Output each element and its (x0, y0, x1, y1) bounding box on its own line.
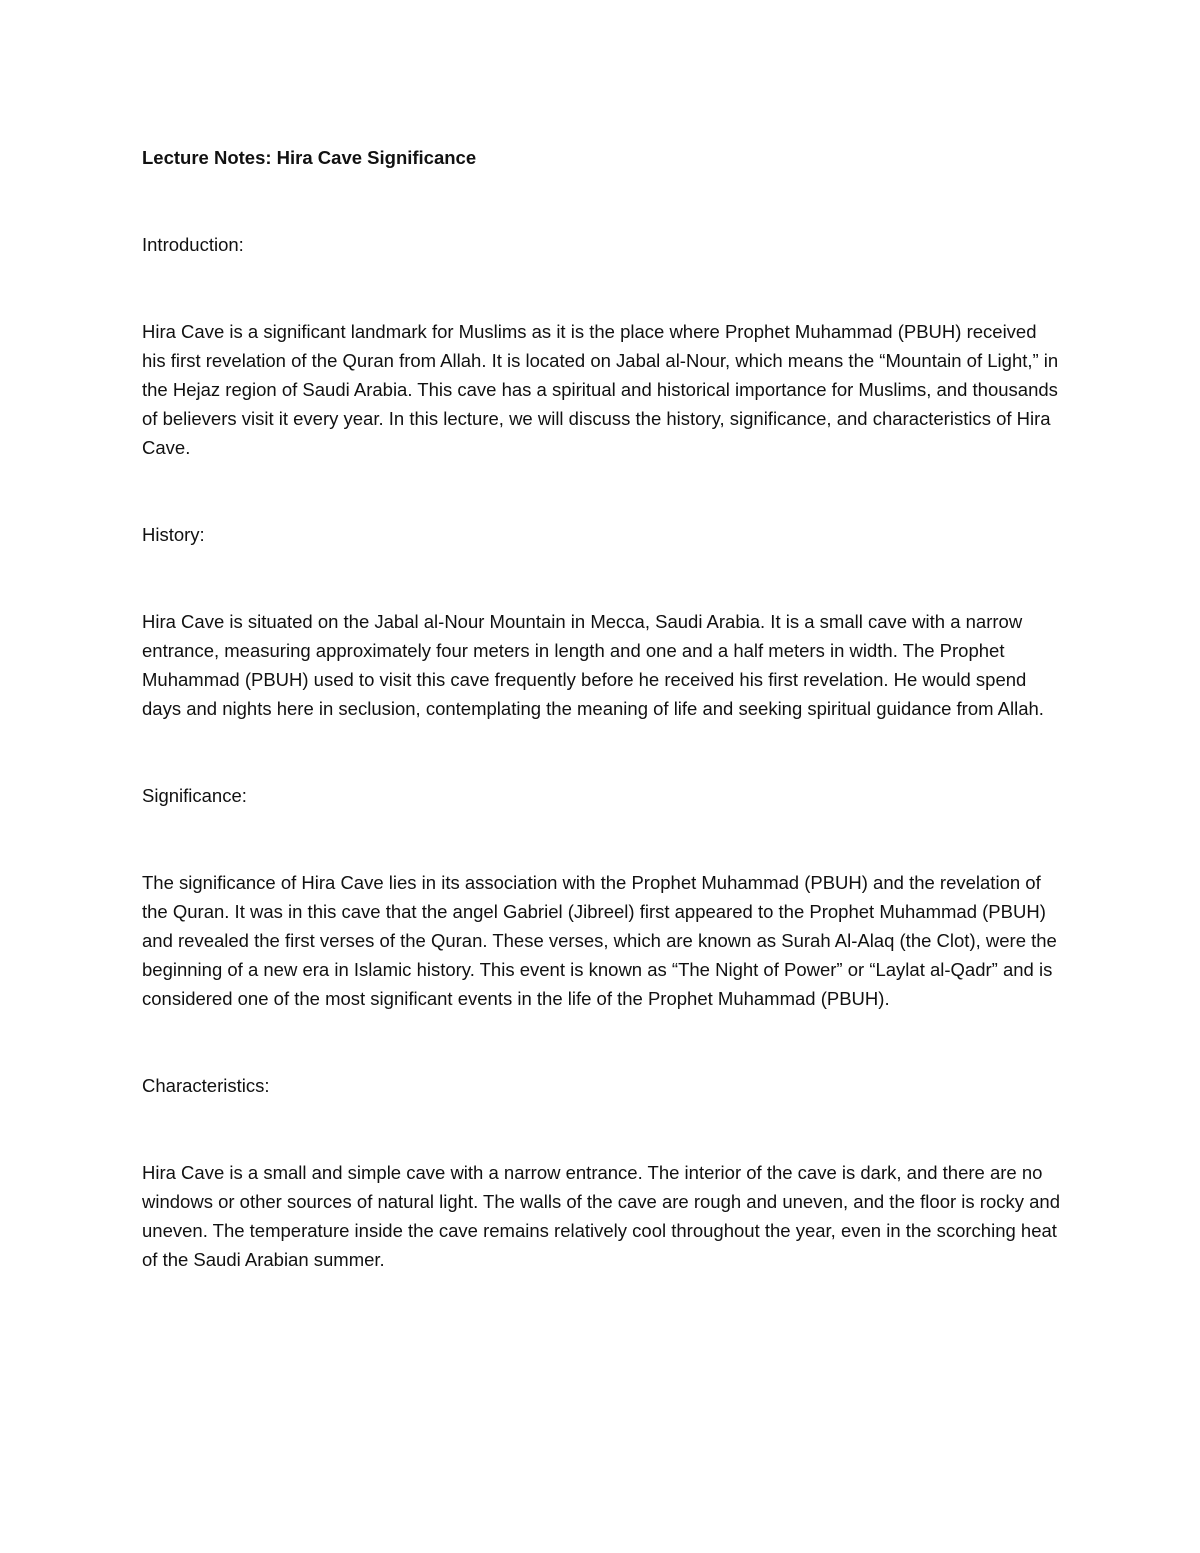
section-significance (142, 781, 1062, 1013)
document-body (142, 143, 1062, 1274)
section-paragraph-characteristics: Hira Cave is a small and simple cave with a narrow entrance. The interior of the cave is dark, and there are no windows or other sources of natural light. The walls of the cave are rough and uneven, and the floor is rocky and uneven. The temperature inside the cave remains relatively cool throughout the year, even in the scorching heat of the Saudi Arabian summer. (142, 1162, 1060, 1270)
section-heading-characteristics: Characteristics: (142, 1075, 270, 1096)
section-paragraph-significance: The significance of Hira Cave lies in its association with the Prophet Muhammad (PBUH) and the revelation of the Quran. It was in this cave that the angel Gabriel (Jibreel) first appeared to the Prophet Muhammad (PBUH) and revealed the first verses of the Quran. These verses, which are known as Surah Al-Alaq (the Clot), were the beginning of a new era in Islamic history. This event is known as “The Night of Power” or “Laylat al-Qadr” and is considered one of the most significant events in the life of the Prophet Muhammad (PBUH). (142, 872, 1057, 1009)
section-introduction (142, 230, 1062, 462)
section-heading-history: History: (142, 524, 205, 545)
document-title: Lecture Notes: Hira Cave Significance (142, 147, 477, 168)
section-heading-introduction: Introduction: (142, 234, 244, 255)
section-characteristics (142, 1071, 1062, 1274)
section-paragraph-introduction: Hira Cave is a significant landmark for Muslims as it is the place where Prophet Muhammad (PBUH) received his first revelation of the Quran from Allah. It is located on Jabal al-Nour, which means the “Mountain of Light,” in the Hejaz region of Saudi Arabia. This cave has a spiritual and historical importance for Muslims, and thousands of believers visit it every year. In this lecture, we will discuss the history, significance, and characteristics of Hira Cave. (142, 321, 1059, 458)
section-paragraph-history: Hira Cave is situated on the Jabal al-Nour Mountain in Mecca, Saudi Arabia. It is a small cave with a narrow entrance, measuring approximately four meters in length and one and a half meters in width. The Prophet Muhammad (PBUH) used to visit this cave frequently before he received his first revelation. He would spend days and nights here in seclusion, contemplating the meaning of life and seeking spiritual guidance from Allah. (142, 611, 1044, 719)
section-heading-significance: Significance: (142, 785, 247, 806)
section-history (142, 520, 1062, 723)
